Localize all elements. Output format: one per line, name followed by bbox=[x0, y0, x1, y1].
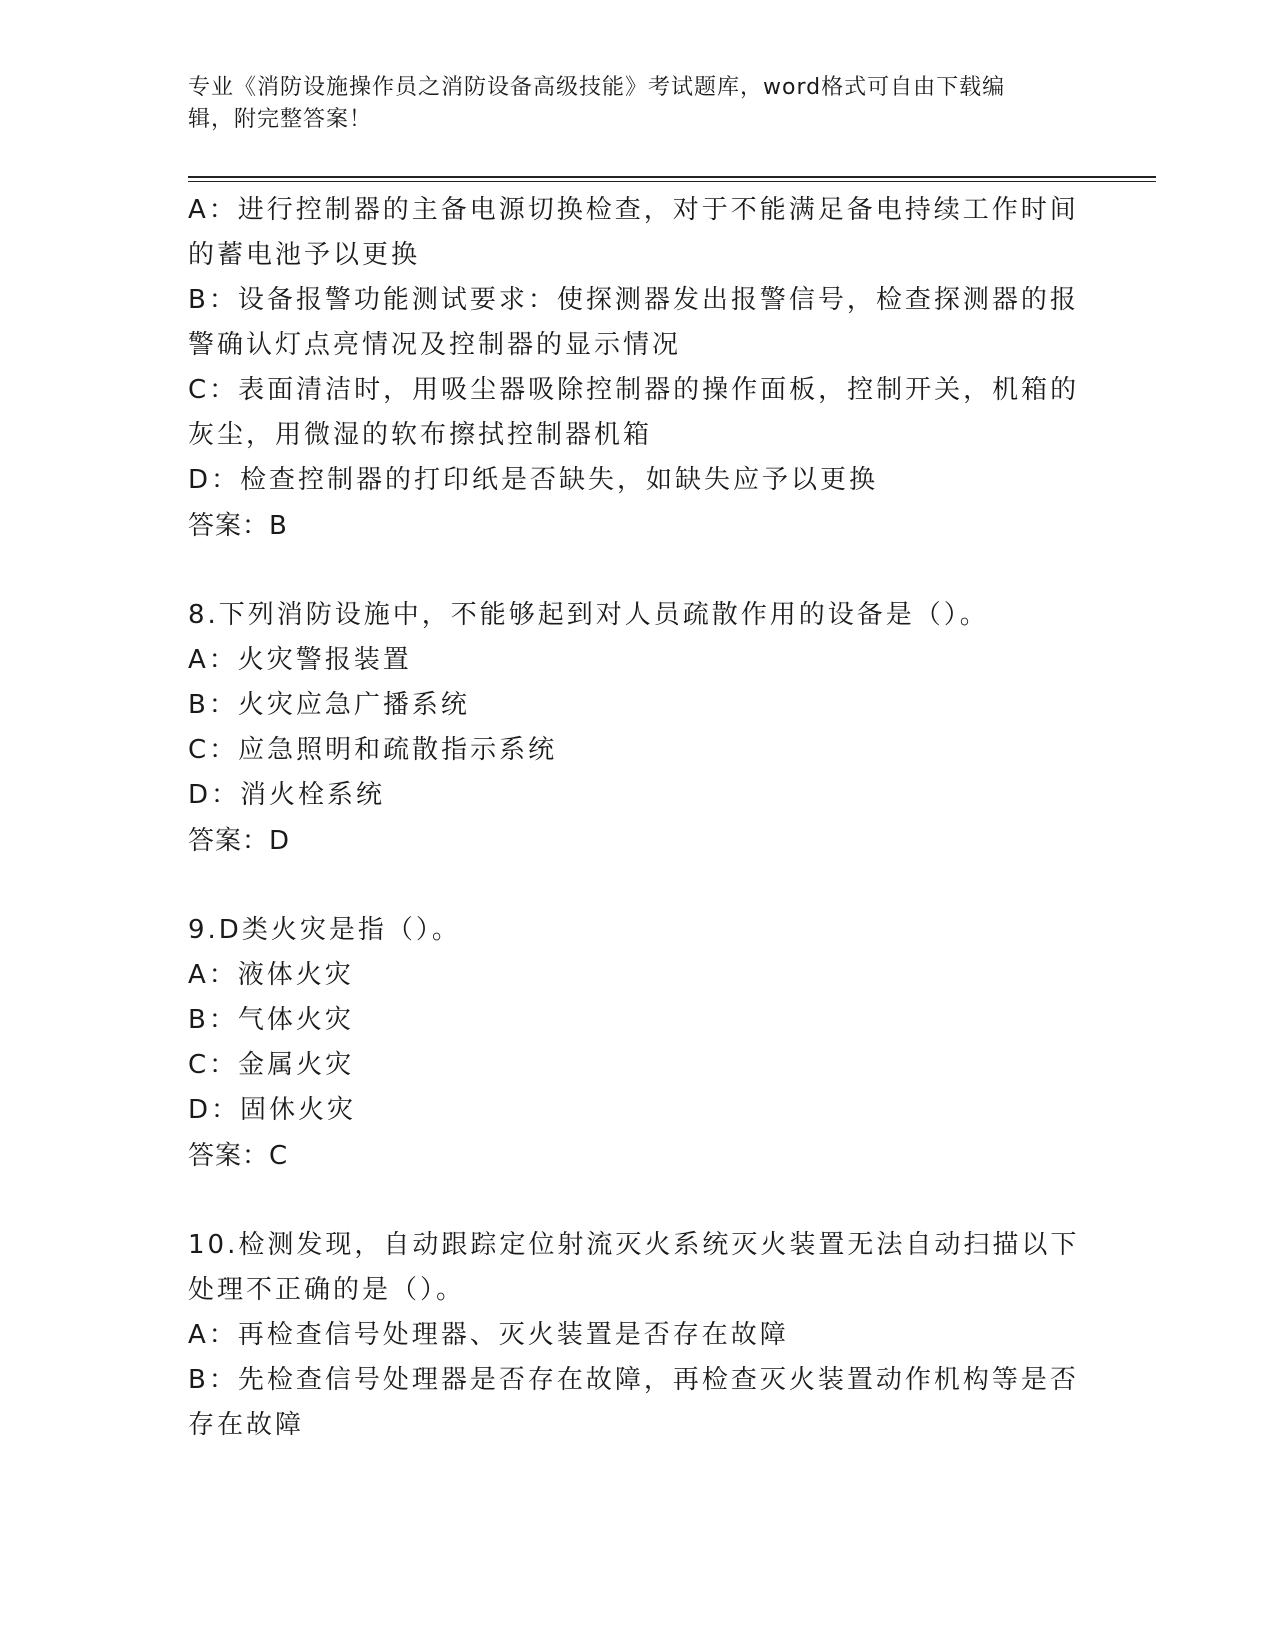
answer-line: 答案：B bbox=[188, 511, 288, 541]
document-header bbox=[188, 72, 1068, 136]
question-stem: 8.下列消防设施中，不能够起到对人员疏散作用的设备是（）。 bbox=[188, 600, 989, 630]
header-line: 专业《消防设施操作员之消防设备高级技能》考试题库，word格式可自由下载编 bbox=[188, 75, 1006, 100]
option-line: B：设备报警功能测试要求：使探测器发出报警信号，检查探测器的报 bbox=[188, 285, 1079, 315]
question-stem: 处理不正确的是（）。 bbox=[188, 1275, 466, 1305]
question-7 bbox=[188, 188, 1088, 550]
header-rule bbox=[188, 176, 1156, 178]
option-line: 灰尘，用微湿的软布擦拭控制器机箱 bbox=[188, 420, 653, 450]
question-stem: 9.D类火灾是指（）。 bbox=[188, 915, 461, 945]
option-line: C：金属火灾 bbox=[188, 1050, 355, 1080]
header-rule bbox=[188, 181, 1156, 182]
option-line: D：检查控制器的打印纸是否缺失，如缺失应予以更换 bbox=[188, 465, 879, 495]
option-line: C：表面清洁时，用吸尘器吸除控制器的操作面板，控制开关，机箱的 bbox=[188, 375, 1080, 405]
option-line: A：再检查信号处理器、灭火装置是否存在故障 bbox=[188, 1320, 789, 1350]
question-10 bbox=[188, 1223, 1088, 1448]
option-line: C：应急照明和疏散指示系统 bbox=[188, 735, 558, 765]
option-line: B：先检查信号处理器是否存在故障，再检查灭火装置动作机构等是否 bbox=[188, 1365, 1079, 1395]
option-line: 的蓄电池予以更换 bbox=[188, 240, 421, 270]
question-stem: 10.检测发现，自动跟踪定位射流灭火系统灭火装置无法自动扫描以下 bbox=[188, 1230, 1080, 1260]
option-line: 存在故障 bbox=[188, 1410, 305, 1440]
question-8 bbox=[188, 593, 1088, 865]
question-list bbox=[188, 188, 1088, 1448]
option-line: 警确认灯点亮情况及控制器的显示情况 bbox=[188, 330, 682, 360]
option-line: B：气体火灾 bbox=[188, 1005, 354, 1035]
answer-line: 答案：C bbox=[188, 1141, 289, 1171]
option-line: D：固休火灾 bbox=[188, 1095, 357, 1125]
option-line: A：进行控制器的主备电源切换检查，对于不能满足备电持续工作时间 bbox=[188, 195, 1079, 225]
option-line: A：火灾警报装置 bbox=[188, 645, 412, 675]
option-line: D：消火栓系统 bbox=[188, 780, 386, 810]
header-line: 辑，附完整答案！ bbox=[188, 107, 373, 132]
option-line: A：液体火灾 bbox=[188, 960, 354, 990]
question-9 bbox=[188, 908, 1088, 1180]
option-line: B：火灾应急广播系统 bbox=[188, 690, 470, 720]
answer-line: 答案：D bbox=[188, 826, 291, 856]
